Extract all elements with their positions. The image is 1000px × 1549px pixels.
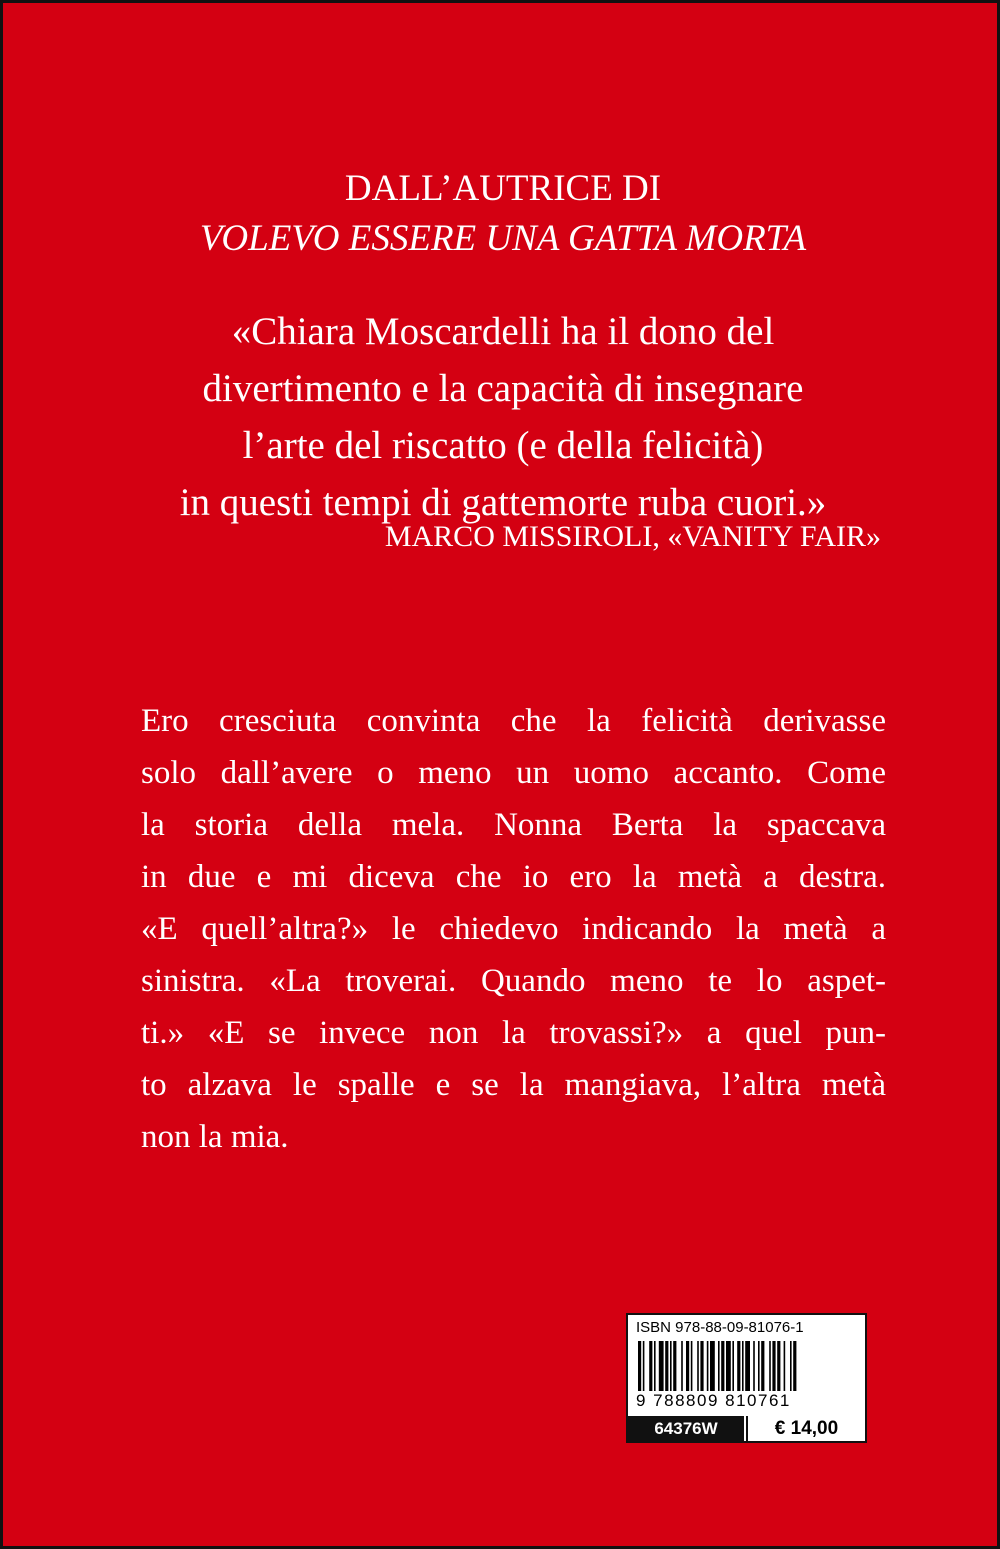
review-quote bbox=[3, 303, 1000, 531]
barcode-bar bbox=[659, 1341, 664, 1391]
barcode-bar bbox=[793, 1341, 796, 1391]
barcode-icon bbox=[638, 1341, 858, 1391]
barcode-bar bbox=[710, 1341, 715, 1391]
header-line: DALL’AUTRICE DI bbox=[344, 168, 662, 209]
barcode-bar bbox=[654, 1341, 656, 1391]
blurb-line: sinistra. «La troverai. Quando meno te lo aspet- bbox=[141, 963, 886, 999]
barcode-bar bbox=[649, 1341, 652, 1391]
isbn-text: ISBN 978-88-09-81076-1 bbox=[636, 1319, 804, 1336]
barcode-bar bbox=[643, 1341, 645, 1391]
barcode-bar bbox=[718, 1341, 720, 1391]
blurb-line: la storia della mela. Nonna Berta la spaccava bbox=[141, 807, 886, 843]
blurb-line: non la mia. bbox=[141, 1119, 289, 1155]
barcode-bar bbox=[721, 1341, 724, 1391]
blurb-line: Ero cresciuta convinta che la felicità derivasse bbox=[141, 703, 886, 739]
blurb-line: «E quell’altra?» le chiedevo indicando la metà a bbox=[141, 911, 886, 947]
blurb-line: solo dall’avere o meno un uomo accanto. Come bbox=[141, 755, 886, 791]
barcode-bar bbox=[745, 1341, 750, 1391]
barcode-bar bbox=[681, 1341, 683, 1391]
barcode-bar bbox=[638, 1341, 641, 1391]
quote-line: divertimento e la capacità di insegnare bbox=[202, 367, 804, 410]
blurb-line: to alzava le spalle e se la mangiava, l’altra metà bbox=[141, 1067, 886, 1103]
blurb-text bbox=[141, 695, 886, 1163]
barcode-bar bbox=[726, 1341, 731, 1391]
blurb-line: in due e mi diceva che io ero la metà a destra. bbox=[141, 859, 886, 895]
barcode-bar bbox=[697, 1341, 699, 1391]
barcode-bar bbox=[670, 1341, 672, 1391]
barcode-bar bbox=[673, 1341, 676, 1391]
quote-line: «Chiara Moscardelli ha il dono del bbox=[231, 310, 775, 353]
barcode-bar bbox=[700, 1341, 703, 1391]
barcode-bar bbox=[777, 1341, 780, 1391]
quote-line: l’arte del riscatto (e della felicità) bbox=[242, 424, 764, 467]
barcode-bar bbox=[769, 1341, 771, 1391]
barcode-bar bbox=[707, 1341, 709, 1391]
quote-attribution: MARCO MISSIROLI, «VANITY FAIR» bbox=[384, 520, 881, 553]
barcode-bar bbox=[686, 1341, 689, 1391]
barcode-bar bbox=[761, 1341, 764, 1391]
barcode-bar bbox=[691, 1341, 693, 1391]
barcode-bar bbox=[790, 1341, 792, 1391]
barcode-bar bbox=[665, 1341, 668, 1391]
product-code: 64376W bbox=[628, 1416, 744, 1441]
blurb-line: ti.» «E se invece non la trovassi?» a quel pun- bbox=[141, 1015, 886, 1051]
barcode-bar bbox=[753, 1341, 755, 1391]
quote-line: in questi tempi di gattemorte ruba cuori.» bbox=[179, 481, 827, 524]
barcode-bar bbox=[758, 1341, 760, 1391]
barcode-bar bbox=[732, 1341, 734, 1391]
barcode-label bbox=[626, 1313, 867, 1443]
barcode-bar bbox=[742, 1341, 744, 1391]
barcode-bar bbox=[772, 1341, 775, 1391]
barcode-bar bbox=[784, 1341, 786, 1391]
price-label: € 14,00 bbox=[746, 1416, 865, 1441]
book-title-reference: VOLEVO ESSERE UNA GATTA MORTA bbox=[199, 218, 807, 259]
barcode-bar bbox=[737, 1341, 740, 1391]
barcode-digits: 9 788809 810761 bbox=[636, 1391, 791, 1410]
